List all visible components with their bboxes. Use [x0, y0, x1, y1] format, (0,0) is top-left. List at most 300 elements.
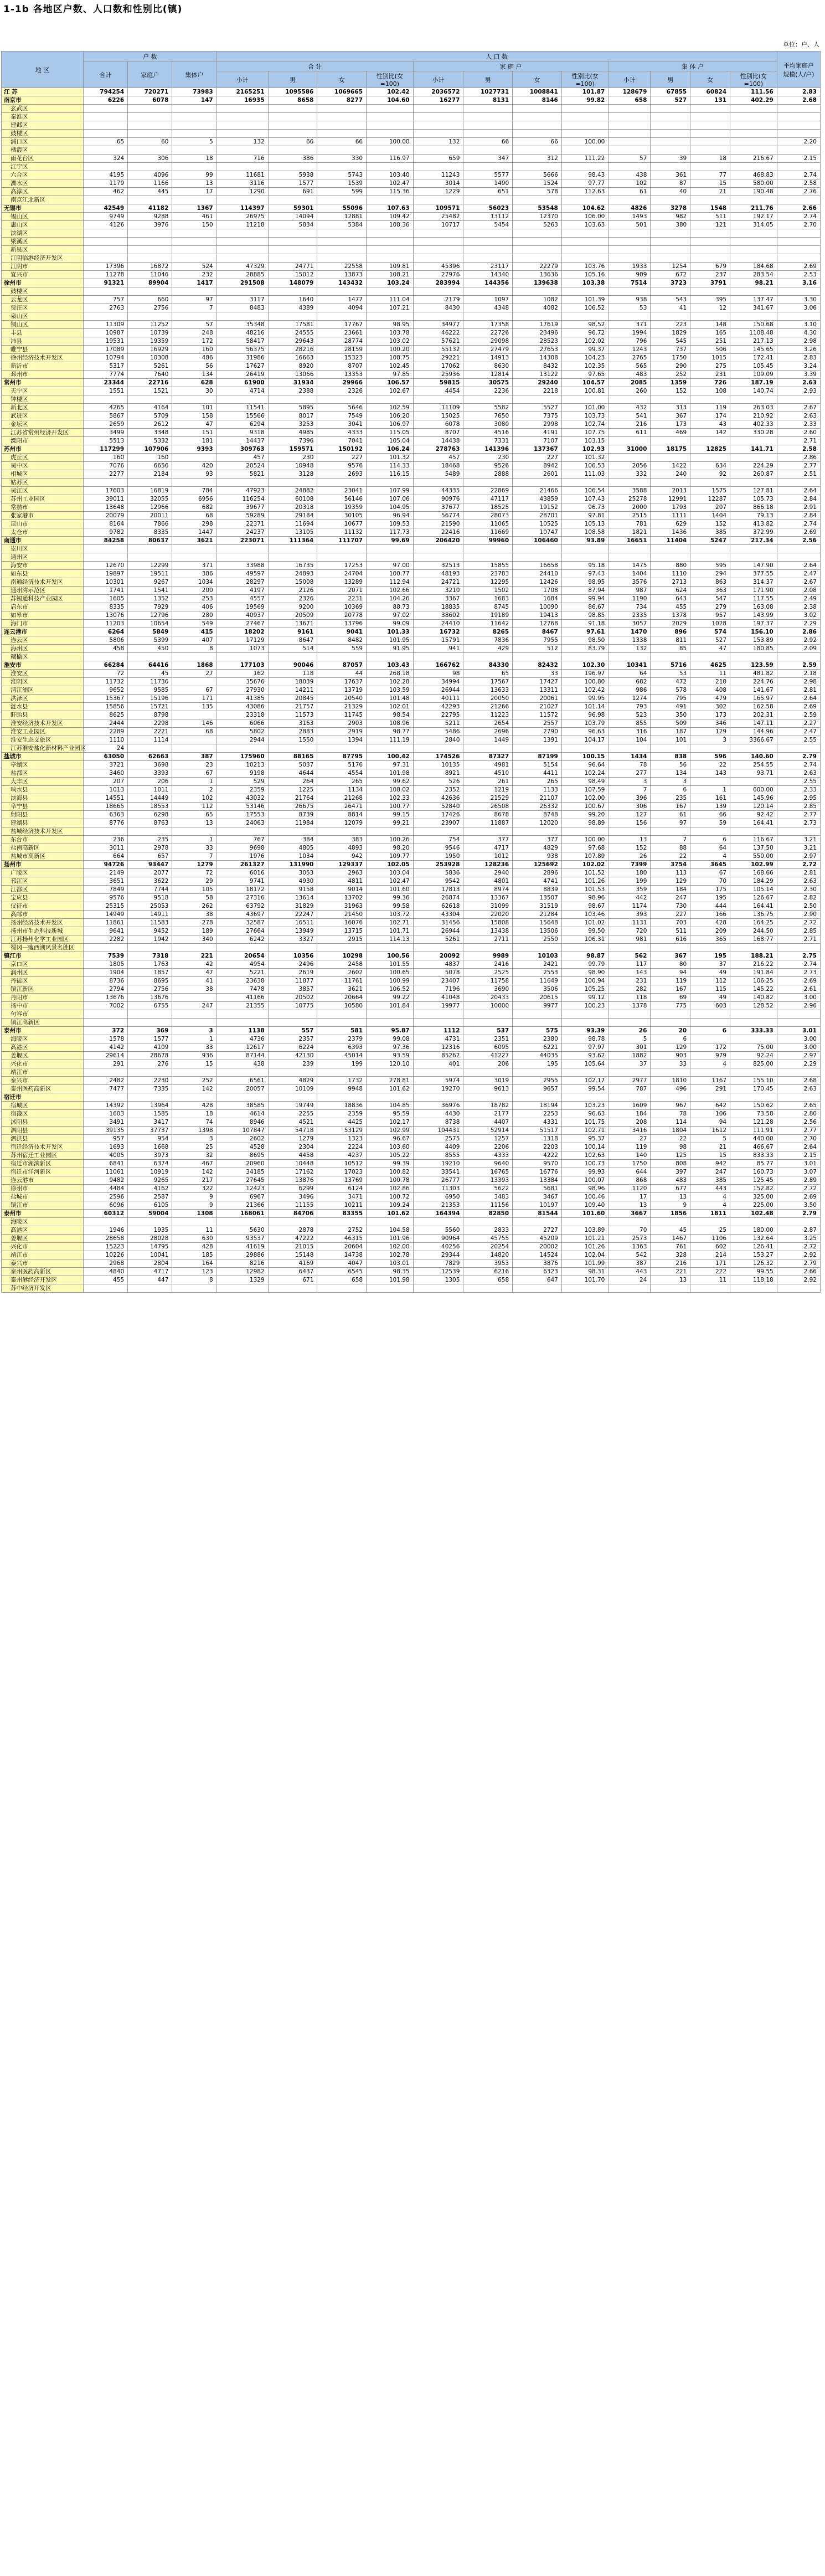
value-cell: 97.97 [561, 1043, 609, 1052]
value-cell: 7640 [128, 371, 172, 379]
table-body [2, 88, 821, 1293]
value-cell: 9698 [216, 844, 268, 852]
value-cell: 100.20 [367, 346, 414, 354]
value-cell: 15 [172, 1060, 216, 1068]
value-cell: 2.38 [777, 603, 820, 611]
value-cell: 1741 [83, 587, 127, 595]
value-cell: 52914 [463, 1127, 513, 1135]
value-cell: 5154 [513, 761, 562, 769]
area-name-cell: 云龙区 [2, 296, 84, 304]
value-cell [128, 1010, 172, 1019]
value-cell: 385 [690, 1176, 730, 1185]
value-cell: 24555 [268, 329, 317, 337]
value-cell: 10580 [317, 1002, 367, 1010]
value-cell: 97.77 [561, 179, 609, 188]
value-cell: 2388 [268, 387, 317, 395]
value-cell: 1034 [268, 852, 317, 861]
value-cell: 11583 [128, 919, 172, 927]
value-cell: 7041 [317, 437, 367, 445]
area-name-cell: 太仓市 [2, 528, 84, 537]
value-cell: 111.22 [561, 155, 609, 163]
value-cell: 2.09 [777, 645, 820, 653]
value-cell: 2.50 [777, 902, 820, 911]
value-cell: 112.94 [367, 578, 414, 587]
value-cell: 102.30 [561, 661, 609, 670]
value-cell: 29344 [413, 1251, 463, 1259]
value-cell: 377 [463, 836, 513, 844]
area-name-cell: 徐州市 [2, 1185, 84, 1193]
value-cell: 2977 [609, 1077, 651, 1085]
value-cell: 101.02 [561, 919, 609, 927]
value-cell: 100.78 [367, 1176, 414, 1185]
value-cell: 2.71 [777, 437, 820, 445]
value-cell [513, 196, 562, 204]
value-cell: 361 [651, 171, 690, 179]
area-name-cell: 钟楼区 [2, 395, 84, 404]
value-cell: 9041 [317, 628, 367, 636]
value-cell: 2126 [268, 587, 317, 595]
value-cell: 17426 [413, 811, 463, 819]
value-cell: 298 [172, 520, 216, 528]
table-row [2, 1218, 821, 1226]
value-cell: 14392 [83, 1102, 127, 1110]
value-cell: 34977 [413, 321, 463, 329]
value-cell [317, 113, 367, 121]
value-cell [730, 229, 777, 238]
value-cell: 199 [317, 1060, 367, 1068]
value-cell: 979 [690, 1052, 730, 1060]
value-cell: 12079 [317, 819, 367, 827]
value-cell: 13769 [317, 1176, 367, 1185]
value-cell: 4191 [513, 429, 562, 437]
value-cell: 45 [651, 1226, 690, 1235]
value-cell: 4265 [83, 404, 127, 412]
value-cell: 3 [651, 778, 690, 786]
value-cell: 2.59 [777, 711, 820, 719]
value-cell: 1069665 [317, 88, 367, 96]
value-cell: 109.24 [367, 1201, 414, 1210]
value-cell: 99.95 [561, 695, 609, 703]
value-cell: 16663 [268, 354, 317, 362]
value-cell: 171 [172, 695, 216, 703]
value-cell: 98.95 [367, 321, 414, 329]
value-cell: 1134 [317, 786, 367, 794]
value-cell: 14911 [128, 911, 172, 919]
value-cell: 2.55 [777, 736, 820, 744]
value-cell: 78 [609, 761, 651, 769]
value-cell: 33988 [216, 562, 268, 570]
value-cell: 101.87 [561, 88, 609, 96]
value-cell: 2357 [268, 1035, 317, 1043]
value-cell: 1994 [609, 329, 651, 337]
value-cell: 12423 [216, 1185, 268, 1193]
value-cell: 757 [83, 296, 127, 304]
value-cell: 5317 [83, 362, 127, 371]
value-cell: 36976 [413, 1102, 463, 1110]
value-cell: 2602 [216, 1135, 268, 1143]
value-cell: 27664 [216, 927, 268, 935]
value-cell: 2.84 [777, 512, 820, 520]
value-cell: 3366.67 [730, 736, 777, 744]
value-cell [463, 395, 513, 404]
value-cell [730, 1019, 777, 1027]
value-cell: 543 [651, 296, 690, 304]
table-row [2, 944, 821, 952]
value-cell: 3.25 [777, 1235, 820, 1243]
value-cell: 168.66 [730, 869, 777, 877]
value-cell: 37 [609, 1060, 651, 1068]
value-cell: 15148 [268, 1251, 317, 1259]
value-cell: 99 [172, 171, 216, 179]
value-cell: 29643 [268, 337, 317, 346]
value-cell [317, 944, 367, 952]
value-cell: 301 [609, 1043, 651, 1052]
value-cell: 44 [317, 670, 367, 678]
value-cell: 265 [513, 778, 562, 786]
value-cell: 4 [690, 1201, 730, 1210]
value-cell: 11278 [83, 271, 127, 279]
value-cell [690, 1010, 730, 1019]
value-cell: 371 [172, 562, 216, 570]
value-cell: 22716 [128, 379, 172, 387]
value-cell: 2693 [317, 470, 367, 479]
value-cell: 2557 [513, 719, 562, 728]
value-cell [561, 287, 609, 296]
value-cell: 2553 [513, 969, 562, 977]
value-cell: 383 [317, 836, 367, 844]
value-cell: 103.02 [367, 337, 414, 346]
value-cell: 2619 [268, 969, 317, 977]
value-cell [128, 163, 172, 171]
value-cell: 2.93 [777, 387, 820, 395]
value-cell: 6298 [128, 811, 172, 819]
value-cell: 25 [690, 1226, 730, 1235]
value-cell: 3460 [83, 769, 127, 778]
value-cell: 3588 [609, 487, 651, 495]
value-cell: 2.72 [777, 919, 820, 927]
value-cell: 25482 [413, 213, 463, 221]
value-cell [367, 1010, 414, 1019]
value-cell: 17089 [83, 346, 127, 354]
value-cell: 15856 [83, 703, 127, 711]
value-cell: 313 [651, 404, 690, 412]
value-cell: 682 [172, 503, 216, 512]
value-cell: 32513 [413, 562, 463, 570]
value-cell: 97.85 [367, 371, 414, 379]
value-cell: 10109 [268, 1085, 317, 1093]
value-cell: 4625 [690, 661, 730, 670]
value-cell: 30575 [463, 379, 513, 387]
value-cell: 524 [172, 263, 216, 271]
value-cell [777, 287, 820, 296]
value-cell: 55132 [413, 346, 463, 354]
value-cell: 5261 [413, 935, 463, 944]
value-cell [690, 105, 730, 113]
area-name-cell: 淮安区 [2, 670, 84, 678]
area-name-cell: 泰州市 [2, 1210, 84, 1218]
value-cell: 1856 [651, 1210, 690, 1218]
value-cell: 9989 [463, 952, 513, 960]
value-cell: 102.42 [561, 686, 609, 695]
value-cell: 2416 [463, 960, 513, 969]
value-cell: 114397 [216, 204, 268, 213]
value-cell: 17253 [317, 562, 367, 570]
table-row [2, 146, 821, 155]
value-cell [609, 545, 651, 553]
value-cell: 27930 [216, 686, 268, 695]
value-cell: 24721 [413, 578, 463, 587]
value-cell: 101.53 [561, 886, 609, 894]
value-cell [268, 553, 317, 562]
value-cell: 7478 [216, 985, 268, 994]
value-cell: 2.33 [777, 786, 820, 794]
value-cell [730, 1218, 777, 1226]
value-cell [777, 196, 820, 204]
value-cell [463, 553, 513, 562]
value-cell: 9482 [83, 1176, 127, 1185]
value-cell [463, 196, 513, 204]
value-cell: 28028 [128, 1235, 172, 1243]
value-cell: 22371 [216, 520, 268, 528]
table-row [2, 628, 821, 636]
value-cell: 20011 [128, 512, 172, 520]
value-cell: 5622 [463, 1185, 513, 1193]
value-cell [268, 395, 317, 404]
value-cell: 65 [83, 138, 127, 146]
table-row [2, 462, 821, 470]
area-name-cell: 溧阳市 [2, 437, 84, 445]
value-cell: 99.21 [367, 819, 414, 827]
value-cell: 137.47 [730, 296, 777, 304]
value-cell: 10041 [128, 1251, 172, 1259]
value-cell [216, 827, 268, 836]
value-cell: 174 [690, 412, 730, 420]
value-cell: 3 [609, 778, 651, 786]
value-cell [172, 1019, 216, 1027]
value-cell: 99.55 [730, 1268, 777, 1276]
table-row [2, 877, 821, 886]
area-name-cell: 丹徒区 [2, 977, 84, 985]
value-cell [463, 1010, 513, 1019]
value-cell: 239 [268, 1060, 317, 1068]
value-cell: 207 [83, 778, 127, 786]
value-cell [730, 437, 777, 445]
value-cell [317, 254, 367, 263]
value-cell: 96.63 [561, 728, 609, 736]
area-name-cell: 响水县 [2, 786, 84, 794]
value-cell: 2077 [128, 869, 172, 877]
value-cell: 261 [463, 778, 513, 786]
value-cell [513, 1284, 562, 1293]
value-cell: 14437 [216, 437, 268, 445]
value-cell: 191.84 [730, 969, 777, 977]
value-cell: 1308 [172, 1210, 216, 1218]
value-cell: 189 [172, 927, 216, 935]
value-cell: 105.14 [730, 886, 777, 894]
value-cell: 726 [690, 379, 730, 387]
value-cell: 10369 [317, 603, 367, 611]
value-cell: 240 [651, 470, 690, 479]
value-cell: 116.67 [730, 836, 777, 844]
value-cell: 4930 [268, 877, 317, 886]
value-cell [609, 246, 651, 254]
value-cell: 62663 [128, 753, 172, 761]
value-cell: 17567 [463, 678, 513, 686]
value-cell: 1318 [513, 1135, 562, 1143]
table-row [2, 911, 821, 919]
value-cell: 2236 [463, 387, 513, 395]
value-cell: 47329 [216, 263, 268, 271]
value-cell [651, 1093, 690, 1102]
value-cell: 164.41 [730, 819, 777, 827]
value-cell: 141396 [463, 445, 513, 454]
value-cell: 197.37 [730, 620, 777, 628]
value-cell [268, 238, 317, 246]
value-cell: 103.89 [561, 1226, 609, 1235]
value-cell [513, 395, 562, 404]
value-cell [128, 1284, 172, 1293]
value-cell: 428 [690, 919, 730, 927]
value-cell: 8695 [216, 1151, 268, 1160]
value-cell: 20079 [83, 512, 127, 520]
value-cell: 90976 [413, 495, 463, 503]
value-cell: 1605 [83, 595, 127, 603]
value-cell: 658 [317, 1276, 367, 1284]
value-cell: 1577 [128, 1035, 172, 1043]
value-cell: 254.55 [730, 761, 777, 769]
value-cell: 13066 [268, 371, 317, 379]
value-cell: 2.90 [777, 911, 820, 919]
value-cell [83, 254, 127, 263]
value-cell: 2282 [83, 935, 127, 944]
value-cell: 1935 [128, 1226, 172, 1235]
value-cell [216, 1010, 268, 1019]
value-cell: 825.00 [730, 1060, 777, 1068]
value-cell: 440.00 [730, 1135, 777, 1143]
value-cell: 1112 [413, 1027, 463, 1035]
value-cell [463, 944, 513, 952]
area-name-cell: 海州区 [2, 645, 84, 653]
table-row [2, 1235, 821, 1243]
table-row [2, 1085, 821, 1093]
value-cell: 106.20 [367, 412, 414, 420]
value-cell: 18202 [216, 628, 268, 636]
value-cell: 384 [268, 836, 317, 844]
value-cell: 2.59 [777, 661, 820, 670]
value-cell: 3.16 [777, 279, 820, 287]
value-cell: 3.21 [777, 844, 820, 852]
value-cell: 387 [172, 753, 216, 761]
table-row [2, 321, 821, 329]
value-cell [172, 827, 216, 836]
value-cell: 18 [172, 155, 216, 163]
value-cell: 111.91 [730, 1127, 777, 1135]
value-cell: 2.79 [777, 1259, 820, 1268]
value-cell: 443 [609, 1268, 651, 1276]
value-cell: 5527 [513, 404, 562, 412]
value-cell [317, 130, 367, 138]
area-name-cell: 崇川区 [2, 545, 84, 553]
table-row [2, 852, 821, 861]
value-cell [172, 653, 216, 661]
value-cell [128, 121, 172, 130]
value-cell: 967 [651, 1102, 690, 1110]
value-cell: 109.09 [730, 371, 777, 379]
table-row [2, 1259, 821, 1268]
table-row [2, 1035, 821, 1043]
value-cell: 131990 [268, 861, 317, 869]
value-cell: 208 [609, 1118, 651, 1127]
value-cell: 129 [651, 877, 690, 886]
value-cell: 103.43 [367, 661, 414, 670]
value-cell: 137.50 [730, 844, 777, 852]
value-cell [513, 944, 562, 952]
table-row [2, 819, 821, 827]
value-cell [367, 130, 414, 138]
value-cell: 658 [609, 96, 651, 105]
value-cell [317, 827, 367, 836]
value-cell [317, 1284, 367, 1293]
value-cell: 64 [690, 844, 730, 852]
area-name-cell: 镇江高新区 [2, 1019, 84, 1027]
value-cell: 100.23 [561, 1002, 609, 1010]
value-cell: 52840 [413, 803, 463, 811]
value-cell: 102.00 [561, 794, 609, 803]
value-cell: 795 [651, 695, 690, 703]
value-cell: 8839 [513, 886, 562, 894]
value-cell: 12982 [216, 1268, 268, 1276]
area-name-cell: 江苏省常州经济开发区 [2, 429, 84, 437]
table-row [2, 479, 821, 487]
value-cell [128, 479, 172, 487]
value-cell: 2.65 [777, 1102, 820, 1110]
value-cell [777, 1010, 820, 1019]
value-cell: 7650 [463, 412, 513, 420]
table-row [2, 985, 821, 994]
header-male: 男 [651, 71, 690, 88]
value-cell: 118 [268, 670, 317, 678]
value-cell: 15025 [413, 412, 463, 420]
value-cell [513, 1019, 562, 1027]
value-cell: 954 [128, 1135, 172, 1143]
value-cell: 629 [651, 520, 690, 528]
value-cell: 38 [172, 911, 216, 919]
value-cell: 838 [651, 753, 690, 761]
value-cell: 1008841 [513, 88, 562, 96]
value-cell: 896 [651, 628, 690, 636]
value-cell [128, 146, 172, 155]
value-cell [651, 1010, 690, 1019]
value-cell: 99.58 [367, 902, 414, 911]
value-cell: 77 [690, 171, 730, 179]
table-row [2, 1226, 821, 1235]
value-cell: 3 [172, 1135, 216, 1143]
value-cell [777, 653, 820, 661]
area-name-cell: 京口区 [2, 960, 84, 969]
value-cell: 12539 [413, 1268, 463, 1276]
value-cell: 369 [128, 1027, 172, 1035]
value-cell: 172 [172, 337, 216, 346]
value-cell: 18172 [216, 886, 268, 894]
value-cell: 101.32 [367, 454, 414, 462]
value-cell: 11061 [83, 1168, 127, 1176]
value-cell: 1493 [609, 213, 651, 221]
value-cell: 37737 [128, 1127, 172, 1135]
area-name-cell: 吴中区 [2, 462, 84, 470]
value-cell: 4197 [216, 587, 268, 595]
value-cell: 314.37 [730, 578, 777, 587]
value-cell [367, 545, 414, 553]
